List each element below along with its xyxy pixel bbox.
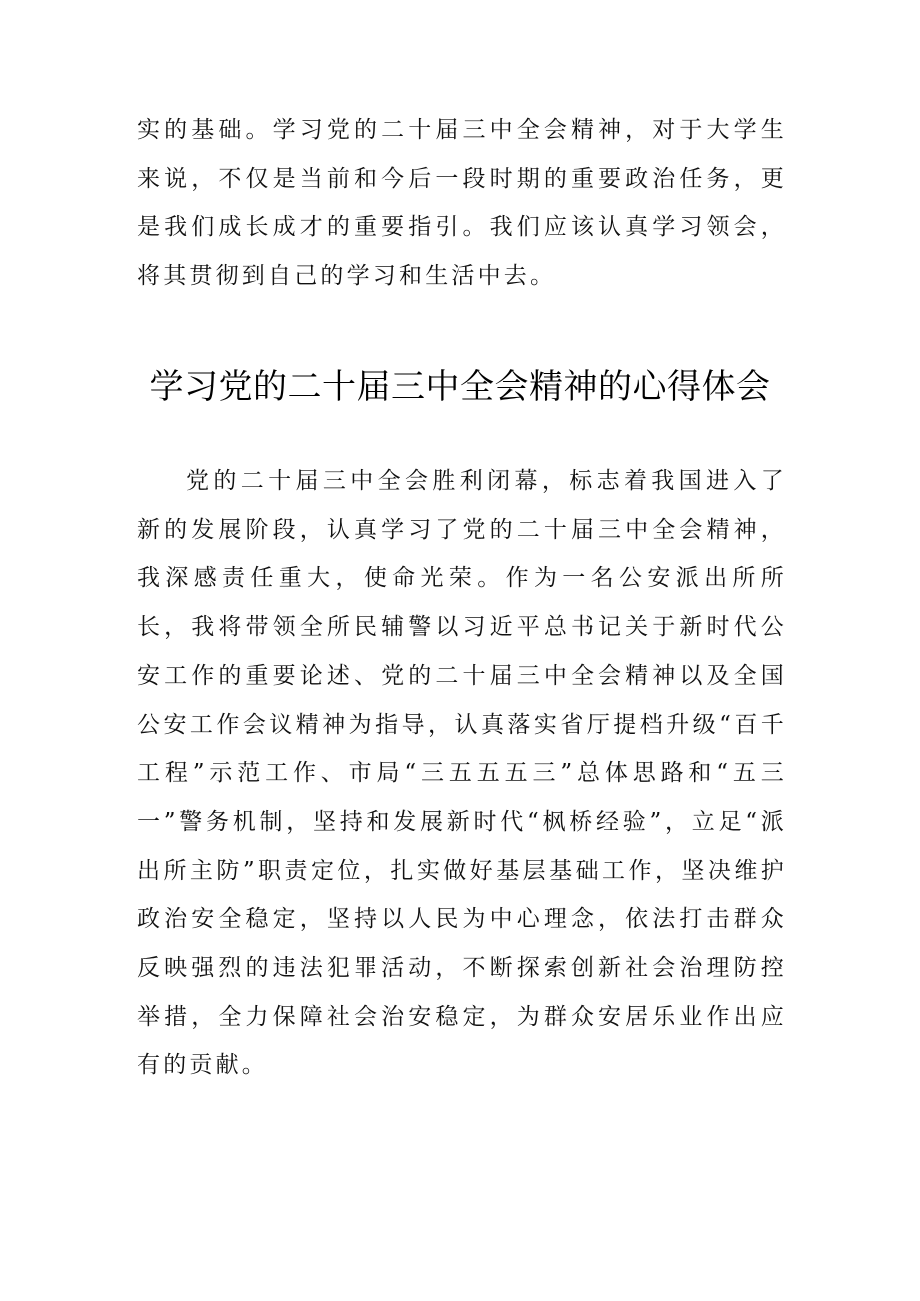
page-title: 学习党的二十届三中全会精神的心得体会 [149,367,771,407]
continued-paragraph: 实的基础。学习党的二十届三中全会精神，对于大学生来说，不仅是当前和今后一段时期的重要政治任务，更是我们成长成才的重要指引。我们应该认真学习领会，将其贯彻到自己的学习和生活中去。 [137,117,787,290]
body-paragraph: 党的二十届三中全会胜利闭幕，标志着我国进入了新的发展阶段，认真学习了党的二十届三中全会精神，我深感责任重大，使命光荣。作为一名公安派出所所长，我将带领全所民辅警以习近平总书记关于新时代公安工作的重要论述、党的二十届三中全会精神以及全国公安工作会议精神为指导，认真落实省厅提档升级“百千工程”示范工作、市局“三五五五三”总体思路和“五三一”警务机制，坚持和发展新时代“枫桥经验”，立足“派出所主防”职责定位，扎实做好基层基础工作，坚决维护政治安全稳定，坚持以人民为中心理念，依法打击群众反映强烈的违法犯罪活动，不断探索创新社会治理防控举措，全力保障社会治安稳定，为群众安居乐业作出应有的贡献。 [137,468,787,1079]
